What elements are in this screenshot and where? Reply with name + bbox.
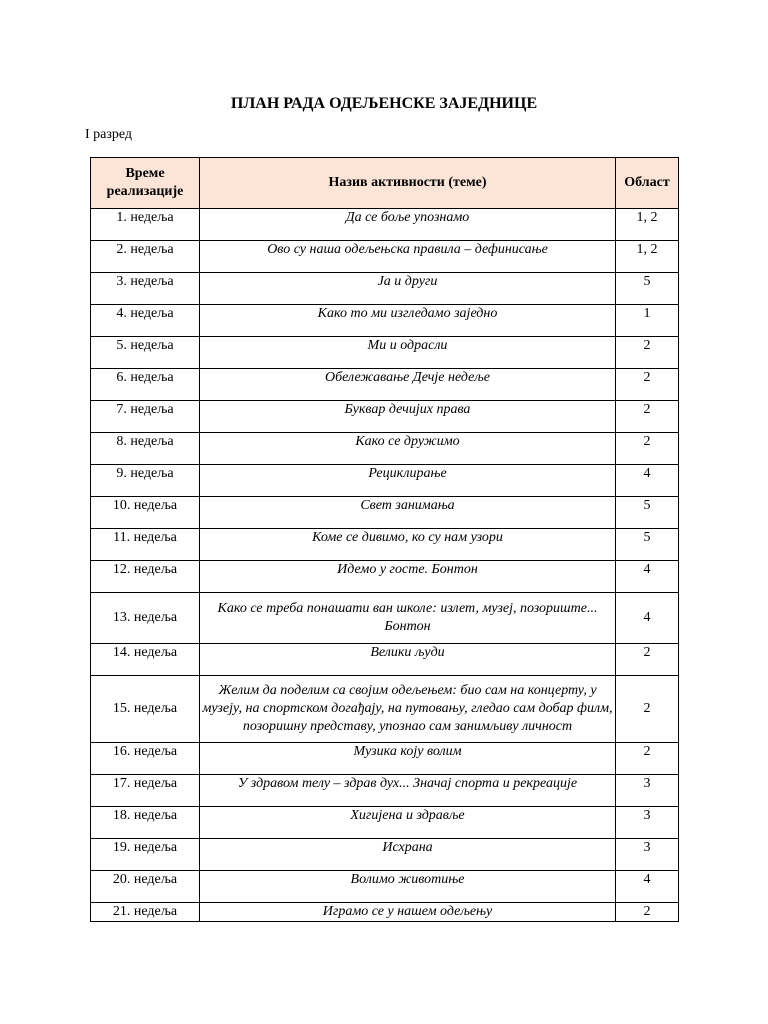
week-cell: 4. недеља [91,305,200,337]
week-cell: 21. недеља [91,903,200,922]
table-row [91,433,679,465]
table-row [91,644,679,676]
table-row [91,337,679,369]
table-row [91,676,679,743]
activity-plan-table [90,157,679,922]
area-cell: 3 [616,839,679,871]
week-cell: 5. недеља [91,337,200,369]
week-cell: 15. недеља [91,676,200,743]
activity-cell: Хигијена и здравље [200,807,616,839]
activity-cell: Желим да поделим са својим одељењем: био сам на концерту, у музеју, на спортском догађају, на путовању, гледао сам добар филм, позоришну представу, упознао сам занимљиву личност [200,676,616,743]
area-cell: 2 [616,337,679,369]
table-row [91,241,679,273]
activity-cell: У здравом телу – здрав дух... Значај спорта и рекреације [200,775,616,807]
table-row [91,209,679,241]
week-cell: 14. недеља [91,644,200,676]
week-cell: 10. недеља [91,497,200,529]
header-time [91,158,200,209]
table-row [91,903,679,922]
area-cell: 3 [616,807,679,839]
header-activity: Назив активности (теме) [200,158,616,209]
table-row [91,871,679,903]
week-cell: 9. недеља [91,465,200,497]
area-cell: 2 [616,433,679,465]
activity-cell: Музика коју волим [200,743,616,775]
activity-cell: Како се дружимо [200,433,616,465]
activity-cell: Како то ми изгледамо заједно [200,305,616,337]
table-row [91,369,679,401]
area-cell: 2 [616,644,679,676]
table-row [91,561,679,593]
week-cell: 6. недеља [91,369,200,401]
area-cell: 1, 2 [616,241,679,273]
area-cell: 2 [616,401,679,433]
activity-cell: Ја и други [200,273,616,305]
table-row [91,465,679,497]
week-cell: 11. недеља [91,529,200,561]
header-time-line2: реализације [106,184,184,199]
table-row [91,401,679,433]
area-cell: 4 [616,593,679,644]
area-cell: 2 [616,676,679,743]
week-cell: 1. недеља [91,209,200,241]
table-row [91,839,679,871]
table-row [91,593,679,644]
week-cell: 3. недеља [91,273,200,305]
table-row [91,273,679,305]
week-cell: 13. недеља [91,593,200,644]
area-cell: 5 [616,273,679,305]
table-row [91,743,679,775]
week-cell: 12. недеља [91,561,200,593]
activity-cell: Како се треба понашати ван школе: излет, музеј, позориште... Бонтон [200,593,616,644]
week-cell: 8. недеља [91,433,200,465]
area-cell: 5 [616,529,679,561]
table-row [91,807,679,839]
activity-cell: Ово су наша одељењска правила – дефинисање [200,241,616,273]
week-cell: 19. недеља [91,839,200,871]
activity-cell: Велики људи [200,644,616,676]
table-row [91,497,679,529]
table-row [91,529,679,561]
week-cell: 7. недеља [91,401,200,433]
table-row [91,305,679,337]
header-time-line1: Време [125,166,165,181]
area-cell: 2 [616,743,679,775]
page-title: ПЛАН РАДА ОДЕЉЕНСКЕ ЗАЈЕДНИЦЕ [230,95,538,112]
activity-cell: Играмо се у нашем одељењу [200,903,616,922]
activity-cell: Обележавање Дечје недеље [200,369,616,401]
week-cell: 17. недеља [91,775,200,807]
grade-label: I разред [85,127,133,142]
activity-cell: Да се боље упознамо [200,209,616,241]
area-cell: 2 [616,903,679,922]
activity-cell: Исхрана [200,839,616,871]
area-cell: 3 [616,775,679,807]
area-cell: 4 [616,465,679,497]
table-header-row [91,158,679,209]
week-cell: 18. недеља [91,807,200,839]
activity-cell: Свет занимања [200,497,616,529]
activity-cell: Волимо животиње [200,871,616,903]
area-cell: 1, 2 [616,209,679,241]
area-cell: 5 [616,497,679,529]
table-row [91,775,679,807]
activity-cell: Буквар дечијих права [200,401,616,433]
activity-cell: Рециклирање [200,465,616,497]
area-cell: 1 [616,305,679,337]
activity-cell: Ми и одрасли [200,337,616,369]
area-cell: 4 [616,871,679,903]
area-cell: 4 [616,561,679,593]
week-cell: 2. недеља [91,241,200,273]
activity-cell: Коме се дивимо, ко су нам узори [200,529,616,561]
area-cell: 2 [616,369,679,401]
header-area: Област [616,158,679,209]
week-cell: 20. недеља [91,871,200,903]
week-cell: 16. недеља [91,743,200,775]
activity-cell: Идемо у госте. Бонтон [200,561,616,593]
